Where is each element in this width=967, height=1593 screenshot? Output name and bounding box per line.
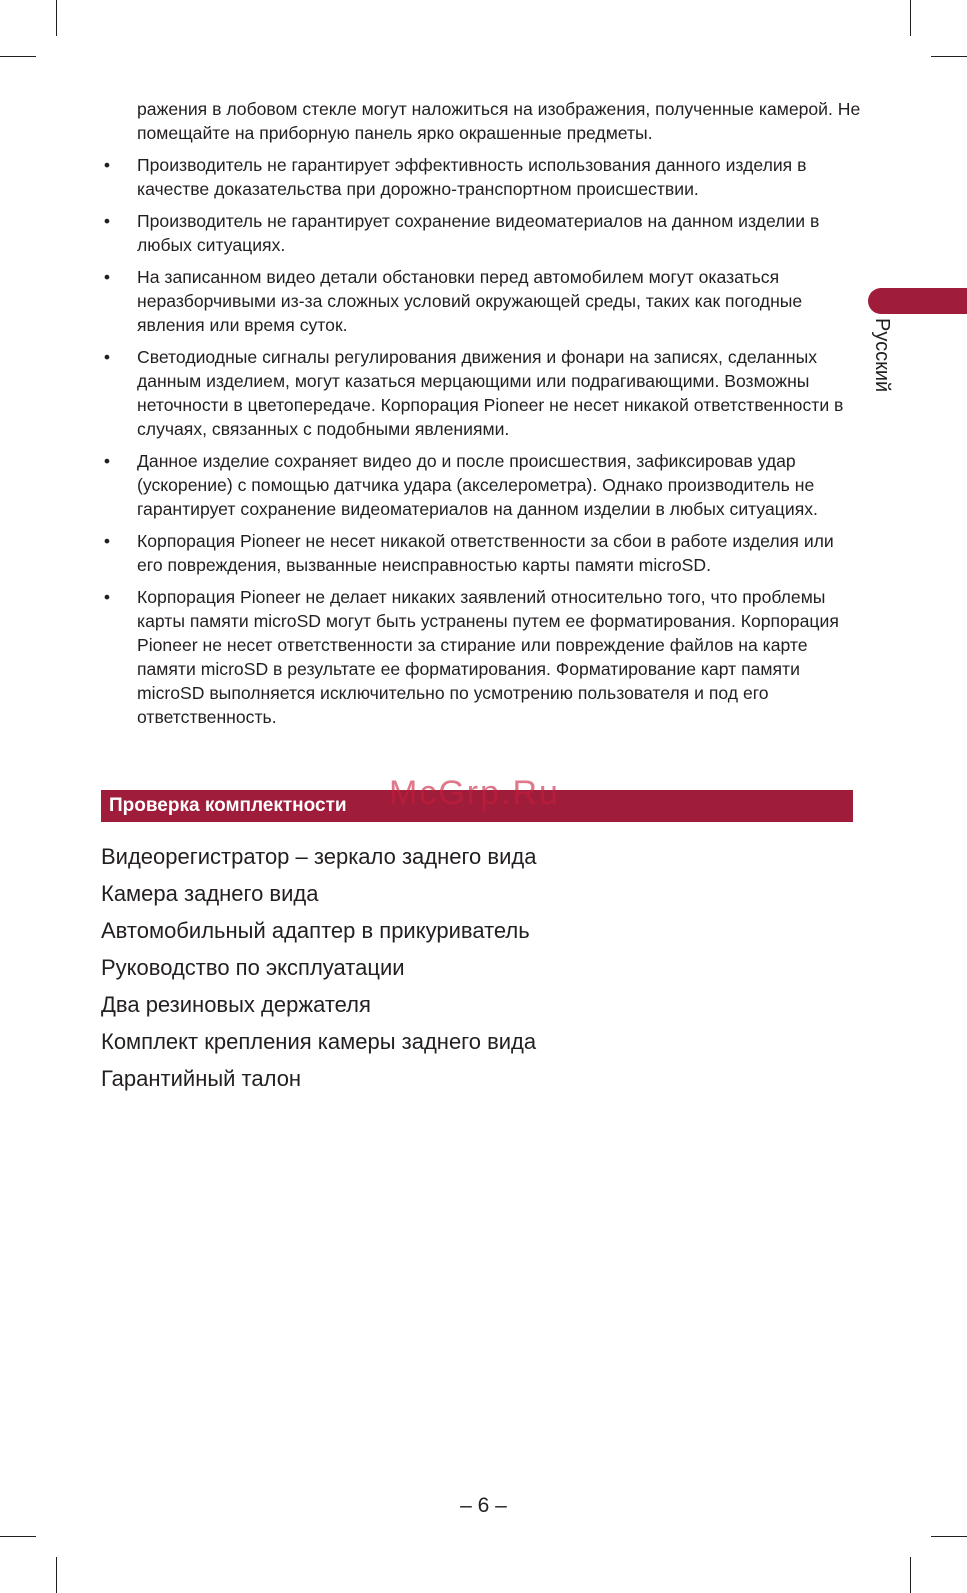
list-item-text: Данное изделие сохраняет видео до и после происшествия, зафиксировав удар (ускорение) с помощью датчика удара (акселерометра). Однако производитель не гарантирует сохранение видеоматериалов на данном изделии в любых ситуациях. [137,451,818,519]
crop-mark-bottom-left [56,1557,57,1593]
list-item: Видеорегистратор – зеркало заднего вида [101,844,537,869]
section-title: Проверка комплектности [109,795,347,816]
bullet-icon: • [103,267,111,287]
list-item [101,529,861,577]
package-contents-list [101,838,536,1097]
crop-mark-bottom-right [910,1557,911,1593]
warnings-list [101,153,861,729]
crop-mark-top-left [56,0,57,36]
page-number: – 6 – [460,1494,507,1517]
crop-mark-top-right [910,0,911,36]
warnings-section [101,97,861,737]
bullet-icon: • [103,531,111,551]
crop-mark-bottom-right-h [931,1536,967,1537]
list-item-text: Производитель не гарантирует сохранение видеоматериалов на данном изделии в любых ситуациях. [137,211,820,255]
list-item: Два резиновых держателя [101,992,371,1017]
list-item [101,345,861,441]
list-item: Автомобильный адаптер в прикуриватель [101,918,530,943]
continuation-paragraph: ражения в лобовом стекле могут наложиться на изображения, полученные камерой. Не помещайте на приборную панель ярко окрашенные предметы. [137,99,861,143]
language-tab-label: Русский [871,318,893,393]
bullet-icon: • [103,211,111,231]
list-item-text: Светодиодные сигналы регулирования движения и фонари на записях, сделанных данным изделием, могут казаться мерцающими или подрагивающими. Возможны неточности в цветопередаче. Корпорация Pioneer не несет никакой ответственности в случаях, связанных с подобными явлениями. [137,347,844,439]
crop-mark-bottom-left-h [0,1536,36,1537]
bullet-icon: • [103,155,111,175]
list-item: Руководство по эксплуатации [101,955,405,980]
watermark: McGrp.Ru [389,774,560,812]
crop-mark-top-right-h [931,56,967,57]
list-item-text: Корпорация Pioneer не делает никаких заявлений относительно того, что проблемы карты памяти microSD могут быть устранены путем ее форматирования. Корпорация Pioneer не несет ответственности за стирание или повреждение файлов на карте памяти microSD в результате ее форматирования. Форматирование карт памяти microSD выполняется исключительно по усмотрению пользователя и под его ответственность. [137,587,839,727]
list-item [101,585,861,729]
list-item: Гарантийный талон [101,1066,302,1091]
list-item: Комплект крепления камеры заднего вида [101,1029,537,1054]
list-item: Камера заднего вида [101,881,319,906]
language-tab [868,288,967,314]
bullet-icon: • [103,451,111,471]
list-item [101,449,861,521]
list-item-text: Корпорация Pioneer не несет никакой ответственности за сбои в работе изделия или его повреждения, вызванные неисправностью карты памяти microSD. [137,531,834,575]
bullet-icon: • [103,347,111,367]
list-item [101,265,861,337]
list-item-text: На записанном видео детали обстановки перед автомобилем могут оказаться неразборчивыми из-за сложных условий окружающей среды, таких как погодные явления или время суток. [137,267,803,335]
crop-mark-top-left-h [0,56,36,57]
bullet-icon: • [103,587,111,607]
list-item [101,209,861,257]
list-item [101,153,861,201]
list-item-text: Производитель не гарантирует эффективность использования данного изделия в качестве доказательства при дорожно-транспортном происшествии. [137,155,807,199]
